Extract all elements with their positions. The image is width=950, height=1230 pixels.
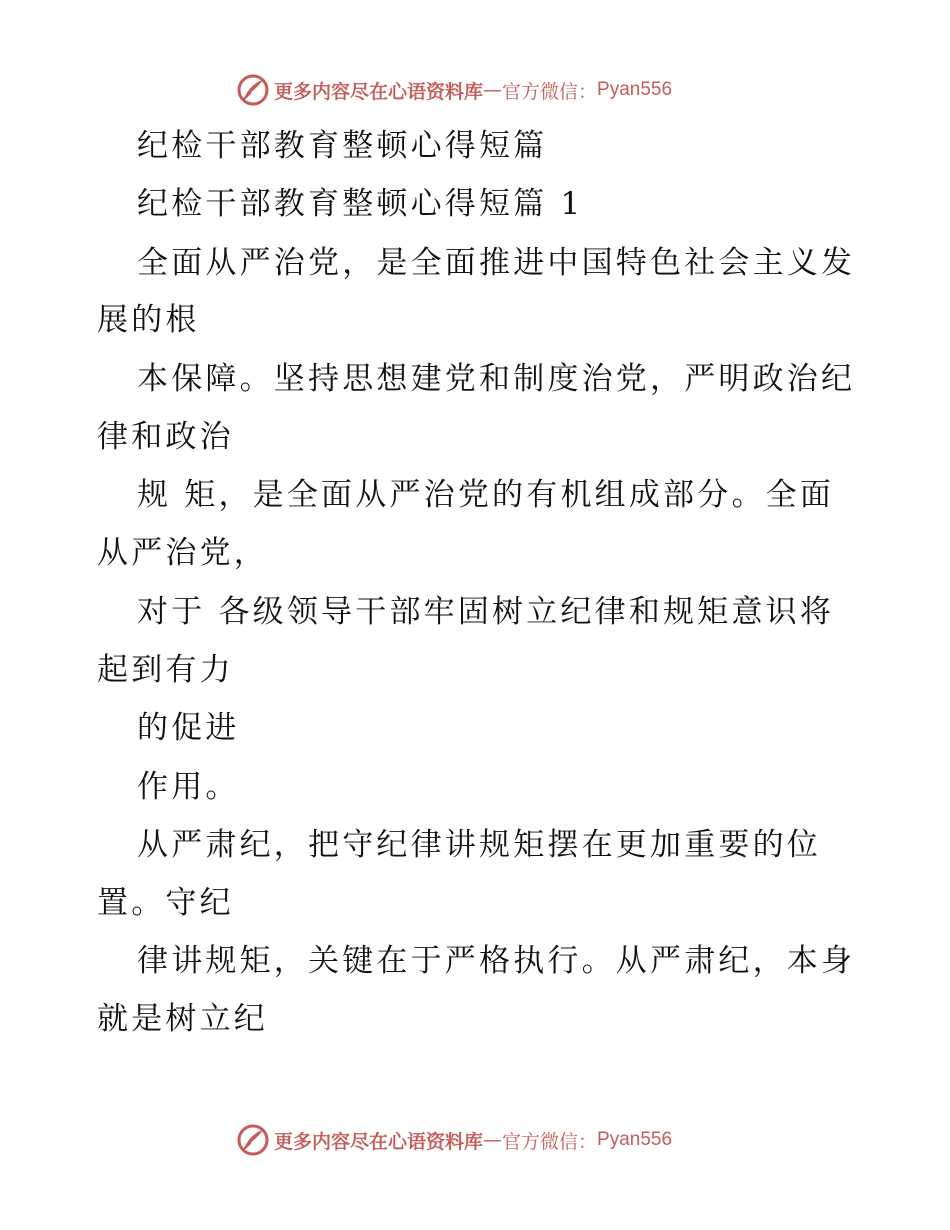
brush-logo-icon [236, 1123, 270, 1157]
paragraph-line: 展的根 [97, 302, 200, 338]
paragraph-line: 从严治党， [97, 535, 268, 571]
document-title: 纪检干部教育整顿心得短篇 [137, 128, 548, 164]
brush-logo-icon [236, 73, 270, 107]
paragraph-line: 律和政治 [97, 419, 234, 455]
paragraph-line: 起到有力 [97, 652, 234, 688]
paragraph-line: 律讲规矩，关键在于严格执行。从严肃纪，本身 [137, 943, 856, 979]
footer-banner [236, 1123, 672, 1157]
banner-wechat-id: Pyan556 [597, 1129, 673, 1150]
paragraph-line: 的促进 [137, 710, 240, 746]
header-banner [236, 73, 672, 107]
banner-wechat-id: Pyan556 [597, 79, 673, 100]
paragraph-line: 本保障。坚持思想建党和制度治党，严明政治纪 [137, 361, 856, 397]
banner-text: 更多内容尽在心语资料库 [274, 80, 484, 103]
banner-wechat-label: 官方微信： [502, 1130, 598, 1153]
paragraph-line: 置。守纪 [97, 885, 234, 921]
banner-text: 更多内容尽在心语资料库 [274, 1130, 484, 1153]
banner-separator: — [483, 1129, 503, 1151]
document-subtitle: 纪检干部教育整顿心得短篇 1 [137, 186, 584, 222]
paragraph-line: 就是树立纪 [97, 1001, 268, 1037]
paragraph-line: 作用。 [137, 769, 240, 805]
banner-separator: — [483, 79, 503, 101]
paragraph-line: 对于 各级领导干部牢固树立纪律和规矩意识将 [137, 594, 835, 630]
paragraph-line: 从严肃纪，把守纪律讲规矩摆在更加重要的位 [137, 827, 821, 863]
paragraph-line: 全面从严治党，是全面推进中国特色社会主义发 [137, 245, 856, 281]
banner-wechat-label: 官方微信： [502, 80, 598, 103]
paragraph-line: 规 矩，是全面从严治党的有机组成部分。全面 [137, 477, 835, 513]
